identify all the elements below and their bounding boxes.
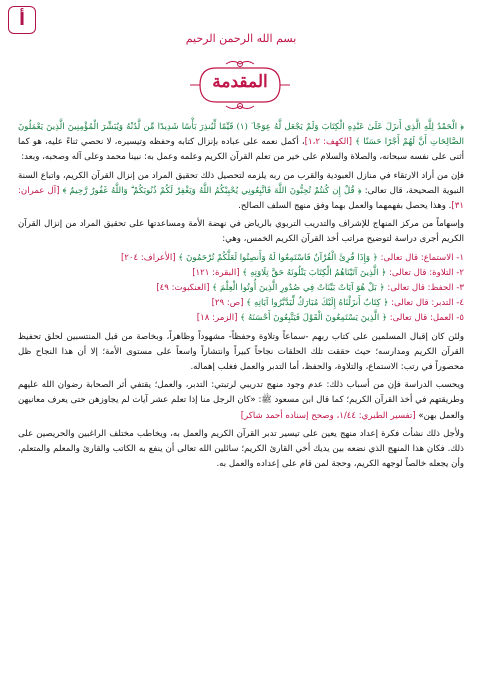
paragraph-following (18, 169, 464, 215)
paragraph-text: وإسهاماً من مركز المنهاج للإشراف والتدريب التربوي بالرياض في نهضة الأمة ومساعدتها على تحقيق المراد من إنزال القرآن الكريم أجرى دراسة لتوضيح مراتب أخذ القرآن الكريم الخمس، وهي: (18, 219, 464, 245)
quran-verse: ﴿ قُلْ إِن كُنتُمْ تُحِبُّونَ اللَّهَ فَاتَّبِعُونِي يُحْبِبْكُمُ اللَّهُ وَيَغْفِرْ لَكُمْ ذُنُوبَكُمْ ۗ وَاللَّهُ غَفُورٌ رَّحِيمٌ ﴾ (62, 185, 362, 196)
rank-label: ٥- العمل: قال تعالى: (389, 313, 464, 324)
verse-reference: [آل عمران: ٣١] (18, 185, 464, 212)
paragraph-text: فإن من أراد الارتقاء في منازل العبودية والقرب من ربه يلزمه لتحصيل ذلك تحقيق المراد من إنزال القرآن الكريم، واتباع السنة النبوية الصحيحة، قال تعالى: (18, 170, 465, 196)
paragraph-success (18, 330, 464, 376)
rank-item (18, 311, 464, 326)
verse-reference: [الأعراف: ٢٠٤] (120, 252, 176, 263)
rank-item (18, 296, 464, 311)
basmala: بسم الله الرحمن الرحيم (185, 32, 297, 45)
paragraph-closing (18, 427, 464, 473)
verse-reference: [الكهف: ١،٢] (304, 137, 353, 148)
rank-label: ٢- التلاوة: قال تعالى: (389, 267, 464, 278)
rank-item (18, 281, 464, 296)
verse-reference: [الزمر: ١٨] (196, 313, 238, 324)
paragraph-text: ولأجل ذلك نشأت فكرة إعداد منهج يعين على تيسير تدبر القرآن الكريم والعمل به، ويخاطب مختلف الراغبين والحريصين على ذلك. فكان هذا المنهج الذي نضعه بين يديك أخي القارئ الكريم؛ سائلين الله تعالى أن ينفع به الكاتب والقارئ والمعلم والمتعلم، وأن يجعله خالصاً لوجهه الكريم، وحجة لمن قام على إعداده والعمل به. (18, 428, 464, 470)
hadith-quote: «كان الرجل منا إذا تعلم عشر آيات لم يجاوزهن حتى يعرف معانيهن والعمل بهن» (18, 395, 464, 421)
title-ornament (186, 58, 294, 112)
verse-reference: [البقرة: ١٢١] (192, 267, 240, 278)
intro-body (18, 120, 464, 475)
quran-verse: ﴿ وَإِذَا قُرِئَ الْقُرْآنُ فَاسْتَمِعُوا لَهُ وَأَنصِتُوا لَعَلَّكُمْ تُرْحَمُونَ ﴾ (178, 252, 378, 263)
page-title: المقدمة (212, 72, 268, 92)
paragraph-text: ولئن كان إقبال المسلمين على كتاب ربهم -سماعاً وتلاوة وحفظاً- مشهوداً وظاهراً، وبخاصة من قبل المنتسبين لحلق تحفيظ القرآن الكريم ومدارسه؛ حيث حققت تلك الحلقات نجاحاً كبيراً وانتشاراً واسعاً على مستوى الأمة؛ إلا أن هذا النجاح ظل محصوراً في رتب: الاستماع، والتلاوة، والحفظ، أما التدبر والعمل فغلب إهماله. (18, 331, 464, 373)
source-reference: [تفسير الطبري: ١/٤٤، وصحح إسناده أحمد شاكر] (240, 410, 416, 421)
paragraph-text: ويحسب الدراسة فإن من أسباب ذلك: عدم وجود منهج تدريبي لرتبتي: التدبر، والعمل؛ يقتفي أثر الصحابة رضوان الله عليهم وطريقتهم في أخذ القرآن الكريم؛ كما قال ابن مسعود ﷺ: (18, 380, 464, 406)
rank-label: ٣- الحفظ: قال تعالى: (387, 283, 464, 294)
rank-item (18, 266, 464, 281)
paragraph-text: ، أكمل نعمه على عباده بإنزال كتابه وحفظه وتيسيره، لا نحصي ثناءً عليه، هو كما أثنى على نفسه سبحانه، والصلاة والسلام على خير من تعلم القرآن الكريم وعلمه وعمل به: نبينا محمد وعلى آله وصحبه، وبعد: (18, 137, 464, 163)
page-number-badge: أ (8, 6, 36, 34)
paragraph-opening (18, 120, 464, 166)
paragraph-reasons (18, 378, 464, 424)
paragraph-text: . وهذا يحصل بفهمهما والعمل بهما وفق منهج السلف الصالح. (238, 201, 452, 212)
quran-verse: ﴿ الْحَمْدُ لِلَّهِ الَّذِي أَنزَلَ عَلَىٰ عَبْدِهِ الْكِتَابَ وَلَمْ يَجْعَل لَّهُ عِوَجًا ۜ (١) قَيِّمًا لِّيُنذِرَ بَأْسًا شَدِيدًا مِّن لَّدُنْهُ وَيُبَشِّرَ الْمُؤْمِنِينَ الَّذِينَ يَعْمَلُونَ الصَّالِحَاتِ أَنَّ لَهُمْ أَجْرًا حَسَنًا ﴾ (18, 122, 465, 148)
paragraph-ranks-intro (18, 217, 464, 247)
quran-verse: ﴿ بَلْ هُوَ آيَاتٌ بَيِّنَاتٌ فِي صُدُورِ الَّذِينَ أُوتُوا الْعِلْمَ ﴾ (212, 283, 385, 294)
rank-item (18, 251, 464, 266)
quran-verse: ﴿ الَّذِينَ آتَيْنَاهُمُ الْكِتَابَ يَتْلُونَهُ حَقَّ تِلَاوَتِهِ ﴾ (242, 267, 387, 278)
verse-reference: [ص: ٢٩] (211, 298, 244, 309)
verse-reference: [العنكبوت: ٤٩] (156, 283, 210, 294)
rank-label: ١- الاستماع: قال تعالى: (380, 252, 464, 263)
rank-label: ٤- التدبر: قال تعالى: (391, 298, 464, 309)
quran-verse: ﴿ كِتَابٌ أَنزَلْنَاهُ إِلَيْكَ مُبَارَكٌ لِّيَدَّبَّرُوا آيَاتِهِ ﴾ (246, 298, 389, 309)
quran-verse: ﴿ الَّذِينَ يَسْتَمِعُونَ الْقَوْلَ فَيَتَّبِعُونَ أَحْسَنَهُ ﴾ (240, 313, 388, 324)
